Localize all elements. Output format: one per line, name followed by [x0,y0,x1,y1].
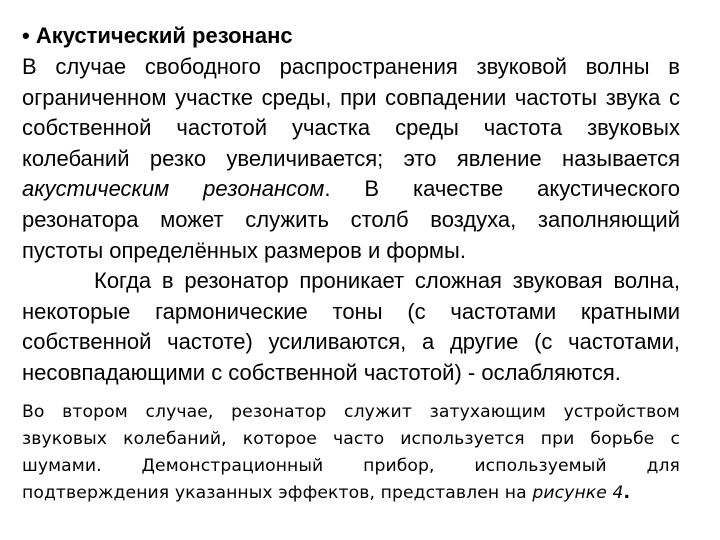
section-heading: • Акустический резонанс [22,23,293,48]
paragraph1-text-before: В случае свободного распространения звуковой волны в ограниченном участке среды, при совпадении частоты звука с собственной частотой участка среды частота звуковых колебаний резко увеличивается; это явление называется [22,54,680,171]
paragraph3-text-after: . [623,482,631,503]
main-text [22,52,680,389]
paragraph1-text-after: . В качестве акустического резонатора может служить столб воздуха, заполняющий пустоты определённых размеров и формы. [22,176,680,263]
paragraph-damping-device [22,399,680,507]
paragraph3-figure-reference: рисунке 4 [532,482,624,503]
paragraph1-italic-term: акустическим резонансом [22,176,325,202]
paragraph-complex-wave: Когда в резонатор проникает сложная звуковая волна, некоторые гармонические тоны (с частотами кратными собственной частоте) усиливаются, а другие (с частотами, несовпадающими с собственной частотой) - ослабляются. [22,268,680,385]
paragraph-resonance-definition [22,52,680,266]
paragraph3-text-before: Во втором случае, резонатор служит затухающим устройством звуковых колебаний, которое часто используется при борьбе с шумами. Демонстрационный прибор, используемый для подтверждения указанных эффектов, представлен на [22,401,680,503]
